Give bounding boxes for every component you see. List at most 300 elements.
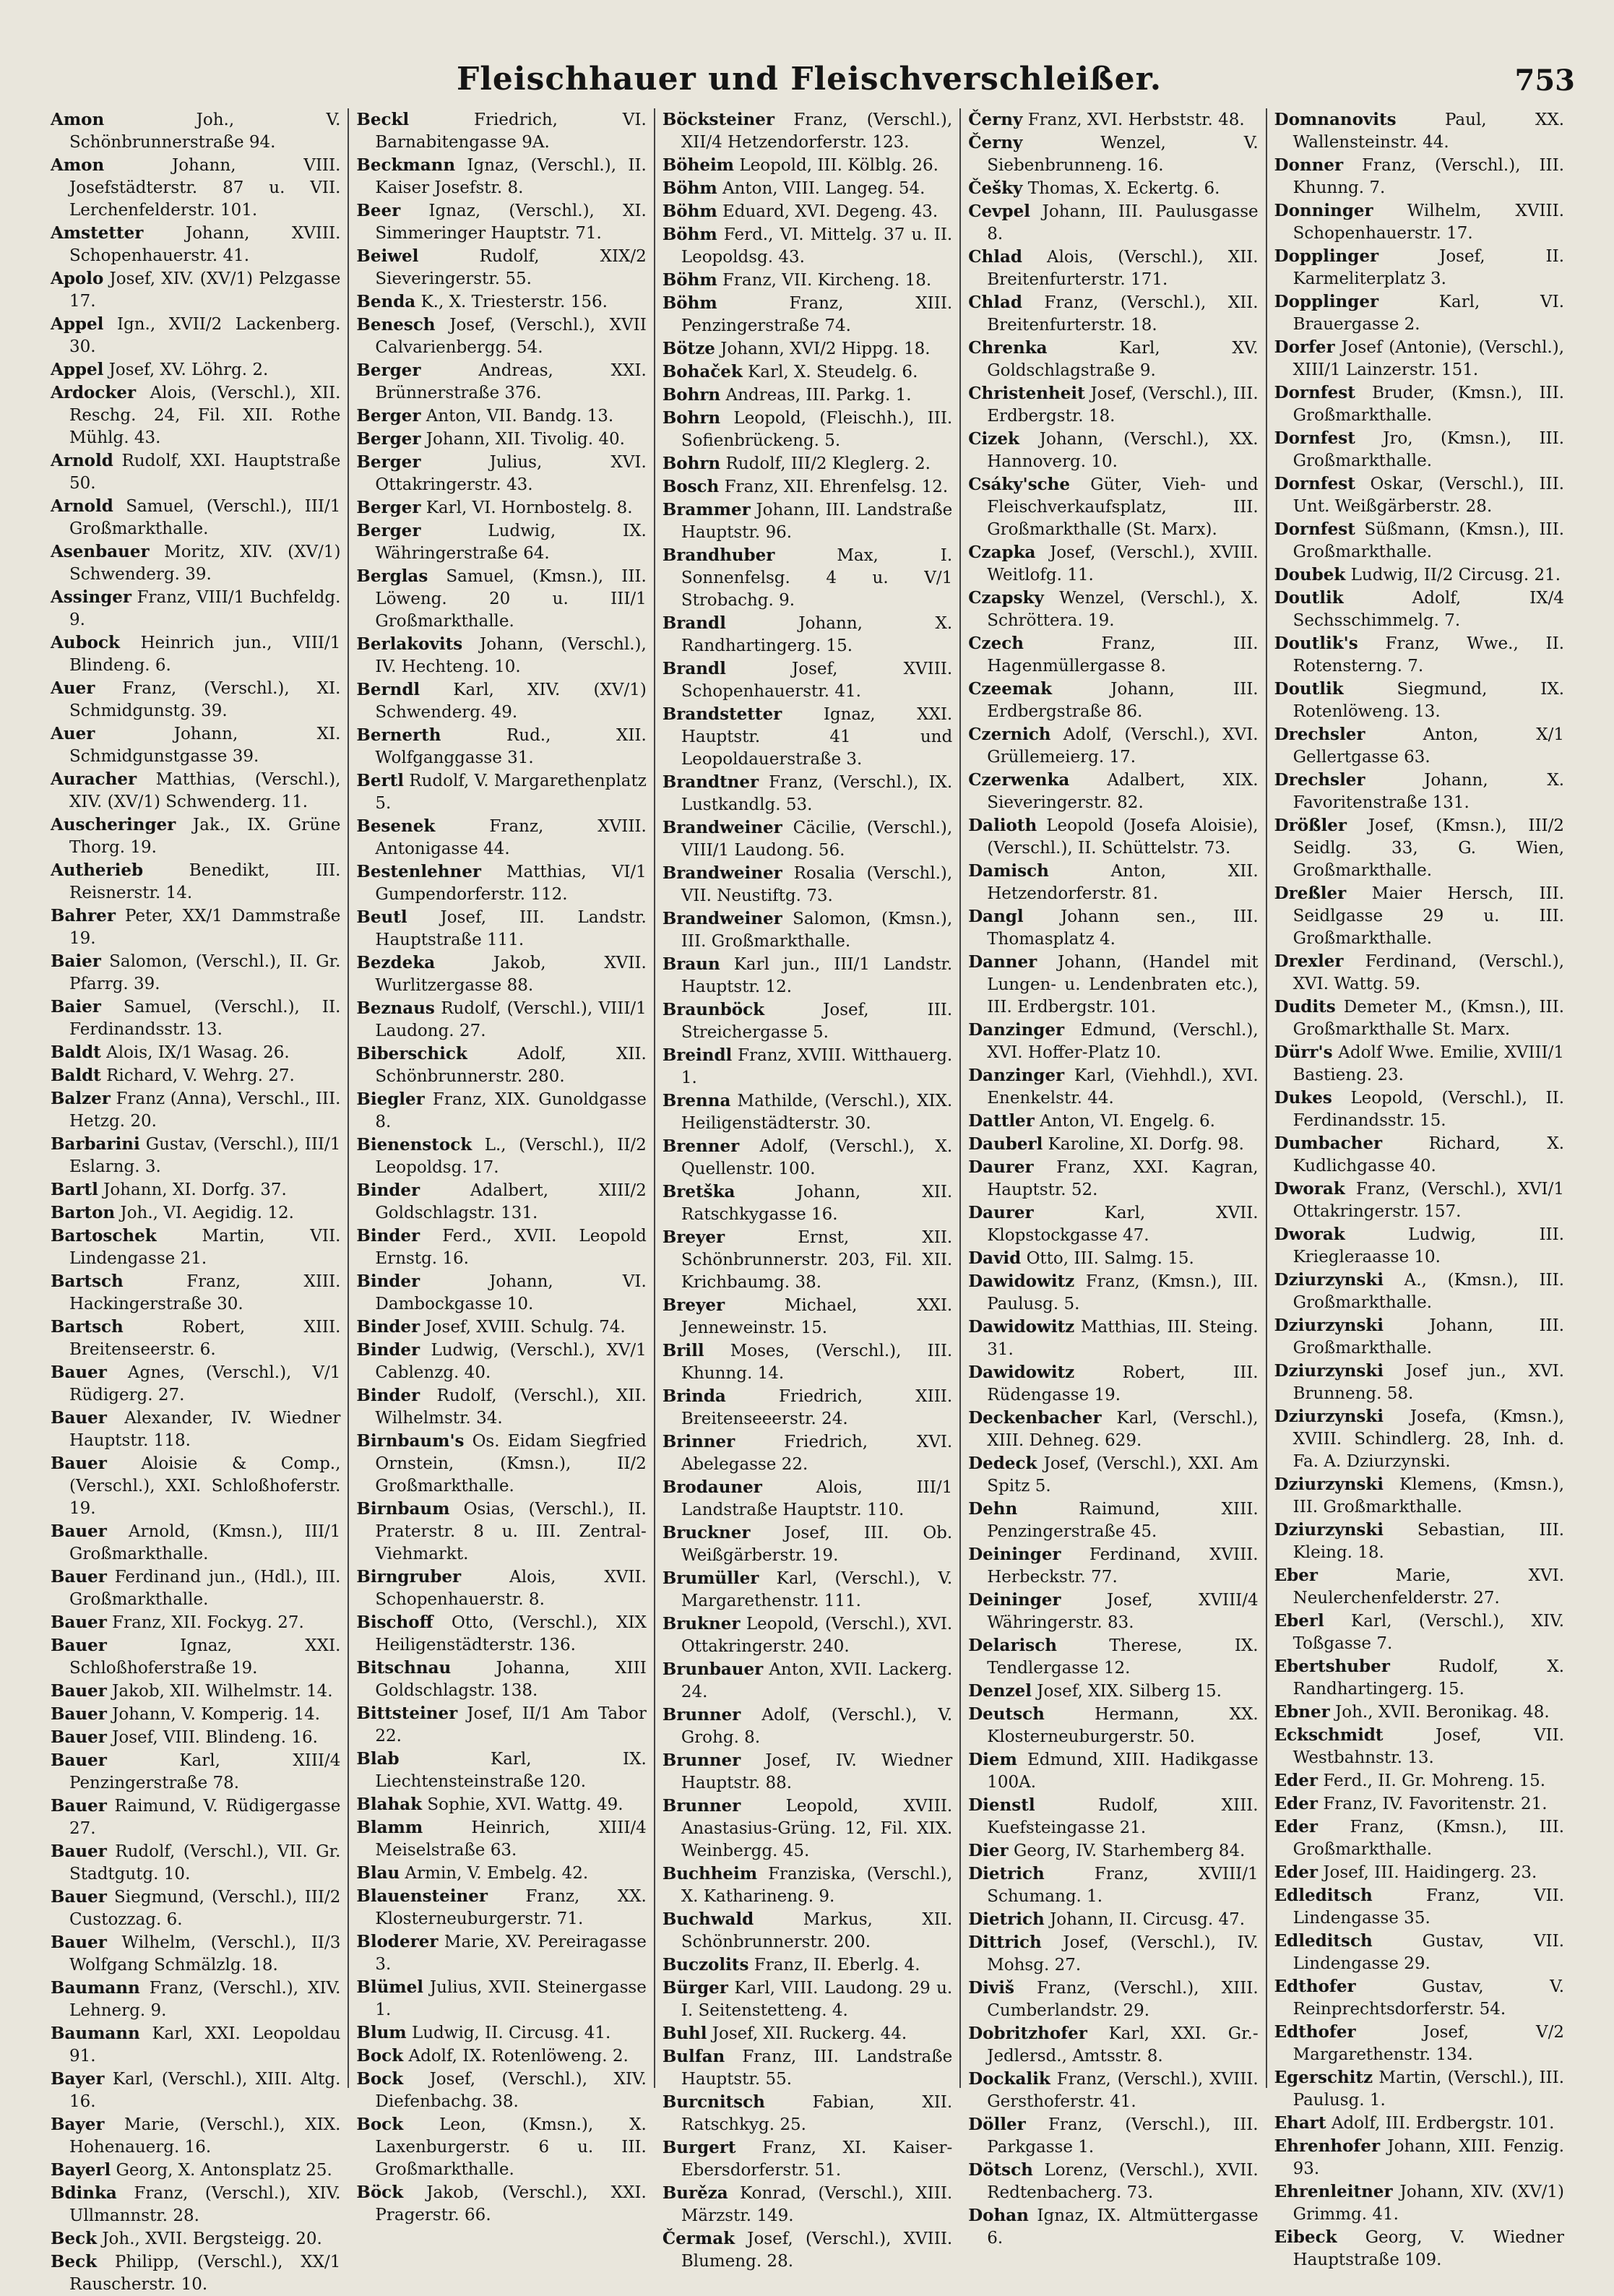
entry-details: Süßmann, (Kmsn.), III. Großmarkthalle. [1293,520,1565,561]
entry-surname: Bartsch [51,1272,124,1291]
directory-entry [356,359,646,405]
directory-entry [51,1225,340,1270]
entry-surname: Bauer [51,1727,107,1747]
entry-details: Leon, (Kmsn.), X. Laxenburgerstr. 6 u. III. Großmarkthalle. [375,2115,647,2179]
entry-details: Josef, (Verschl.), IV. Mohsg. 27. [987,1933,1259,1975]
entry-surname: Doutlik [1274,588,1344,608]
entry-surname: Čermak [662,2229,735,2248]
entry-details: Adolf, IX/4 Sechsschimmelg. 7. [1293,589,1565,630]
entry-surname: Böhm [662,293,717,313]
entry-details: Siegmund, (Verschl.), III/2 Custozzag. 6. [69,1888,341,1929]
directory-entry [356,314,646,359]
entry-surname: Dornfest [1274,383,1355,402]
directory-entry [663,953,952,998]
directory-entry [663,2022,952,2045]
directory-entry [663,1977,952,2022]
directory-entry [356,815,646,860]
entry-surname: Brodauner [662,1477,762,1497]
directory-entry [1274,950,1564,996]
directory-entry [1274,1724,1564,1769]
directory-entry [51,677,340,722]
directory-entry [1274,996,1564,1041]
entry-surname: Autherieb [51,860,144,880]
entry-details: Friedrich, XVI. Abelegasse 22. [681,1433,953,1474]
entry-surname: Bauer [51,1933,107,1952]
entry-details: Karl, XV. Goldschlagstraße 9. [987,339,1259,380]
directory-entry [1274,1473,1564,1519]
directory-entry [356,1430,646,1498]
entry-details: Moritz, XIV. (XV/1) Schwenderg. 39. [69,543,341,584]
entry-details: Markus, XII. Schönbrunnerstr. 200. [681,1910,953,1951]
entry-surname: Eder [1274,1817,1318,1837]
entry-details: Franziska, (Verschl.), X. Katharineng. 9. [681,1865,953,1906]
directory-entry [968,1839,1258,1863]
entry-details: Demeter M., (Kmsn.), III. Großmarkthalle St. Marx. [1293,998,1565,1039]
entry-surname: Asenbauer [51,542,150,561]
entry-surname: Drößler [1274,816,1347,835]
entry-surname: Benda [356,292,416,311]
entry-surname: Czapka [968,543,1036,562]
directory-entry [1274,814,1564,882]
entry-details: Johann, XIV. (XV/1) Grimmg. 41. [1293,2183,1565,2224]
directory-entry [968,1270,1258,1316]
entry-details: Anton, VIII. Langeg. 54. [722,179,925,198]
directory-entry [1274,1861,1564,1884]
entry-details: Leopold, XVIII. Anastasius-Grüng. 12, Fil. XIX. Weinbergg. 45. [681,1797,953,1860]
directory-entry [1274,769,1564,814]
entry-details: Raimund, V. Rüdigergasse 27. [69,1797,341,1838]
entry-details: Rudolf, (Verschl.), VII. Gr. Stadtgutg. 10. [69,1842,341,1883]
directory-entry [356,2113,646,2181]
entry-surname: Bittsteiner [356,1704,458,1723]
directory-entry [51,722,340,768]
directory-entry [51,108,340,154]
entry-details: Josef, XII. Ruckerg. 44. [712,2024,907,2043]
directory-entry [1274,1041,1564,1087]
directory-entry [1274,723,1564,769]
entry-surname: Cizek [968,429,1019,449]
entry-surname: Eder [1274,1794,1318,1813]
directory-entry [968,177,1258,200]
directory-entry [51,1977,340,2022]
directory-entry [1274,1610,1564,1655]
directory-entry [968,382,1258,428]
entry-details: Anton, XVII. Lackerg. 24. [681,1660,953,1701]
entry-surname: Böcksteiner [662,110,774,129]
entry-details: Georg, V. Wiedner Hauptstraße 109. [1293,2228,1565,2269]
entry-surname: Dattler [968,1111,1035,1131]
entry-details: Wilhelm, (Verschl.), II/3 Wolfgang Schmälzlg. 18. [69,1933,341,1975]
entry-surname: Ehrenleitner [1274,2182,1393,2201]
entry-surname: Biberschick [356,1044,467,1063]
directory-entry [51,1087,340,1133]
directory-entry [663,269,952,292]
entry-surname: Bosch [662,477,720,496]
entry-surname: Bretška [662,1182,735,1201]
entry-surname: Delarisch [968,1636,1057,1655]
entry-surname: Dockalik [968,2069,1050,2089]
entry-surname: Bayerl [51,2160,111,2180]
entry-details: Franz, (Kmsn.), III. Paulusg. 5. [987,1272,1259,1313]
entry-details: Otto, (Verschl.), XIX Heiligenstädterstr. 136. [375,1613,647,1654]
entry-surname: Czapsky [968,588,1044,608]
directory-entry [51,1133,340,1178]
entry-details: Johann, X. Randhartingerg. 15. [681,614,953,655]
directory-entry [663,1430,952,1476]
directory-entry [663,771,952,816]
entry-details: Johann, XIII. Fenzig. 93. [1293,2137,1565,2178]
entry-surname: Bienenstock [356,1135,472,1155]
entry-surname: Czeemak [968,679,1053,699]
page-title: Fleischhauer und Fleischverschleißer. [456,61,1162,98]
entry-surname: Birngruber [356,1567,462,1587]
directory-entry [968,337,1258,382]
entry-details: Philipp, (Verschl.), XX/1 Rauscherstr. 10. [69,2253,341,2294]
directory-entry [356,1270,646,1316]
entry-details: Johann, (Verschl.), IV. Hechteng. 10. [375,635,647,676]
directory-entry [51,1931,340,1977]
entry-surname: Burgert [662,2138,736,2157]
directory-entry [663,292,952,337]
entry-surname: Drechsler [1274,725,1365,744]
entry-details: Anton, XII. Hetzendorferstr. 81. [987,862,1259,903]
entry-surname: Eckschmidt [1274,1725,1384,1745]
directory-entry [356,1498,646,1566]
directory-entry [1274,1564,1564,1610]
entry-details: Richard, X. Kudlichgasse 40. [1293,1134,1565,1175]
directory-entry [51,859,340,905]
directory-entry [663,612,952,657]
entry-surname: Baumann [51,1978,140,1998]
directory-entry [356,451,646,496]
entry-details: Matthias, VI/1 Gumpendorferstr. 112. [375,863,647,904]
entry-surname: Baldt [51,1066,101,1085]
entry-details: Johann, III. Landstraße Hauptstr. 96. [681,501,953,542]
entry-details: Therese, IX. Tendlergasse 12. [987,1636,1259,1678]
entry-details: Karl, VI. Brauergasse 2. [1293,293,1565,334]
entry-surname: Dukes [1274,1088,1332,1108]
directory-entry [51,1201,340,1225]
directory-entry [663,1135,952,1181]
entry-surname: Berlakovits [356,634,463,654]
directory-entry [51,2068,340,2113]
directory-entry [51,1634,340,1680]
directory-entry [1274,587,1564,632]
entry-details: Heinrich, XIII/4 Meiselstraße 63. [375,1818,647,1860]
entry-details: Bruder, (Kmsn.), III. Großmarkthalle. [1293,384,1565,425]
entry-details: Franz, (Verschl.), XVI/1 Ottakringerstr. 157. [1293,1180,1565,1221]
entry-details: Sophie, XVI. Wattg. 49. [427,1795,623,1814]
entry-details: Franz, (Verschl.), XIII. Cumberlandstr. 29. [987,1979,1259,2020]
entry-details: Franz, XVIII. Witthauerg. 1. [681,1046,953,1087]
entry-details: Joh., XVII. Bergsteigg. 20. [102,2230,322,2248]
directory-entry [356,496,646,519]
entry-surname: Brammer [662,500,751,519]
directory-entry [663,544,952,612]
directory-entry [663,816,952,862]
entry-details: Richard, V. Wehrg. 27. [106,1066,295,1085]
entry-surname: Edthofer [1274,2022,1356,2042]
directory-entry [356,1793,646,1816]
column-2 [349,108,655,2224]
directory-entry [968,1133,1258,1156]
entry-surname: Benesch [356,315,436,335]
entry-surname: Brandweiner [662,818,782,837]
directory-entry [1274,2066,1564,2112]
entry-surname: Bauer [51,1681,107,1701]
entry-surname: Apolo [51,269,104,288]
entry-surname: Dawidowitz [968,1272,1075,1291]
entry-details: Rudolf, XXI. Hauptstraße 50. [69,452,341,493]
entry-surname: Eber [1274,1566,1318,1585]
entry-surname: Bohaček [662,362,743,381]
entry-surname: Brinda [662,1386,726,1406]
directory-entry [968,1703,1258,1748]
entry-surname: Biegler [356,1089,425,1109]
entry-surname: Burěza [662,2183,728,2203]
entry-details: Adolf, (Verschl.), V. Grohg. 8. [681,1706,953,1747]
entry-surname: Damisch [968,861,1049,881]
directory-entry [968,1201,1258,1247]
entry-surname: Dziurzynski [1274,1361,1384,1381]
directory-entry [1274,678,1564,723]
entry-surname: Bauer [51,1454,107,1473]
entry-details: Rosalia (Verschl.), VII. Neustiftg. 73. [681,864,953,905]
entry-details: Samuel, (Kmsn.), III. Löweng. 20 u. III/1 Großmarkthalle. [375,567,647,631]
entry-details: Aloisie & Comp., (Verschl.), XXI. Schloßhoferstr. 19. [69,1454,341,1518]
entry-details: Jakob, XII. Wilhelmstr. 14. [112,1682,333,1701]
entry-details: Jakob, XVII. Wurlitzergasse 88. [375,954,647,995]
entry-surname: Diviš [968,1978,1014,1998]
entry-surname: Brinner [662,1432,735,1451]
directory-entry [1274,2112,1564,2135]
entry-details: Wenzel, V. Siebenbrunneng. 16. [987,134,1259,175]
entry-surname: Brandweiner [662,909,782,928]
entry-surname: Daurer [968,1157,1034,1177]
entry-surname: Brandhuber [662,545,775,565]
entry-details: Josef, (Verschl.), XIV. Diefenbachg. 38. [375,2070,647,2111]
directory-entry [1274,1519,1564,1564]
entry-details: Agnes, (Verschl.), V/1 Rüdigerg. 27. [69,1363,341,1404]
directory-entry [663,1863,952,1908]
entry-details: Karl, X. Steudelg. 6. [748,363,918,381]
directory-entry [663,1294,952,1339]
entry-surname: Doutlik's [1274,634,1358,653]
directory-entry [968,769,1258,814]
entry-details: Lorenz, (Verschl.), XVII. Redtenbacherg. 73. [987,2161,1259,2202]
directory-entry [968,678,1258,723]
entry-surname: Dziurzynski [1274,1407,1384,1426]
directory-entry [968,1019,1258,1064]
directory-entry [968,1680,1258,1703]
directory-entry [356,1976,646,2021]
entry-surname: Blum [356,2023,407,2042]
entry-details: Siegmund, IX. Rotenlöweng. 13. [1293,680,1565,721]
column-3 [655,108,961,2271]
entry-details: Marie, (Verschl.), XIX. Hohenauerg. 16. [69,2115,341,2157]
entry-details: Johann, X. Favoritenstraße 131. [1293,771,1565,812]
entry-details: Karl, (Verschl.), V. Margarethenstr. 111. [681,1569,953,1610]
entry-surname: Beckl [356,110,410,129]
directory-entry [968,1361,1258,1407]
entry-details: Hermann, XX. Klosterneuburgerstr. 50. [987,1705,1259,1746]
column-5 [1267,108,1571,2269]
directory-entry [1274,108,1564,154]
directory-entry [356,1043,646,1088]
entry-surname: Binder [356,1181,420,1200]
directory-columns [43,108,1571,2294]
directory-entry [51,1840,340,1886]
entry-details: Franz, II. Eberlg. 4. [754,1956,920,1975]
entry-details: Franz, XII. Ehrenfelsg. 12. [724,478,949,496]
directory-entry [1274,882,1564,950]
entry-details: Franz, XX. Klosterneuburgerstr. 71. [375,1887,647,1928]
entry-surname: Bohrn [662,454,721,473]
entry-surname: Chlad [968,247,1022,267]
directory-entry [1274,1769,1564,1792]
directory-entry [1274,1816,1564,1861]
entry-details: Ludwig, II. Circusg. 41. [411,2024,611,2042]
directory-entry [356,428,646,451]
entry-surname: Deutsch [968,1704,1045,1724]
directory-entry [356,633,646,678]
directory-entry [968,1977,1258,2022]
entry-surname: Domnanovits [1274,110,1397,129]
entry-surname: Bernerth [356,725,441,745]
directory-entry [356,199,646,245]
directory-entry [51,2022,340,2068]
directory-entry [51,1726,340,1749]
entry-details: Josef, XVIII. Schulg. 74. [425,1318,626,1337]
entry-details: Josef, III. Landstr. Hauptstraße 111. [375,908,647,949]
directory-entry [968,1543,1258,1589]
entry-surname: Bartsch [51,1317,124,1337]
directory-entry [356,860,646,906]
entry-surname: Eibeck [1274,2227,1337,2247]
entry-details: Josef, XVIII. Schopenhauerstr. 41. [681,660,953,701]
entry-details: Leopold (Josefa Aloisie), (Verschl.), II. Schüttelstr. 73. [987,816,1259,858]
entry-details: Alois, (Verschl.), XII. Breitenfurterstr. 171. [987,248,1259,289]
entry-details: Johann, XVIII. Schopenhauerstr. 41. [69,224,341,265]
entry-details: Adolf, (Verschl.), XVI. Grüllemeierg. 17. [987,725,1259,767]
entry-details: Adalbert, XIX. Sieveringerstr. 82. [987,771,1259,812]
entry-details: Johann, III. Großmarkthalle. [1293,1316,1565,1358]
directory-entry [663,452,952,475]
entry-details: Joh., VI. Aegidig. 12. [120,1204,294,1222]
directory-entry [663,2045,952,2091]
directory-entry [968,291,1258,337]
entry-details: Moses, (Verschl.), III. Khunng. 14. [681,1342,953,1383]
directory-entry [356,2181,646,2227]
directory-entry [968,587,1258,632]
entry-details: Anton, VII. Bandg. 13. [426,407,614,426]
entry-surname: Bauer [51,1363,107,1382]
entry-surname: Blamm [356,1818,423,1837]
entry-details: Johann, VI. Dambockgasse 10. [375,1272,647,1313]
entry-details: Edmund, (Verschl.), XVI. Hoffer-Platz 10. [987,1021,1259,1062]
directory-entry [51,996,340,1041]
entry-details: Klemens, (Kmsn.), III. Großmarkthalle. [1293,1475,1565,1516]
entry-surname: Binder [356,1386,420,1405]
directory-entry [663,361,952,384]
entry-surname: Beck [51,2252,98,2271]
entry-surname: Češky [968,178,1023,198]
directory-entry [663,499,952,544]
entry-surname: Blümel [356,1977,424,1997]
entry-surname: Amon [51,110,105,129]
directory-entry [968,2068,1258,2113]
entry-surname: Bauer [51,1567,107,1587]
directory-entry [968,1156,1258,1201]
entry-surname: Brandl [662,613,726,633]
entry-surname: Bauer [51,1522,107,1541]
directory-entry [356,245,646,290]
directory-entry [968,814,1258,860]
directory-entry [968,541,1258,587]
entry-details: Georg, IV. Starhemberg 84. [1013,1842,1246,1860]
entry-surname: Deininger [968,1590,1061,1610]
directory-entry [1274,2226,1564,2271]
entry-details: Rudolf, XIX/2 Sieveringerstr. 55. [375,247,647,288]
directory-entry [51,2113,340,2159]
entry-surname: Dopplinger [1274,246,1379,266]
entry-surname: Böck [356,2183,404,2202]
entry-surname: Dziurzynski [1274,1520,1384,1540]
entry-details: Ignaz, (Verschl.), II. Kaiser Josefstr. 8. [375,156,647,197]
entry-details: Johann, XVI/2 Hippg. 18. [720,340,931,358]
entry-details: Ludwig, (Verschl.), XV/1 Cablenzg. 40. [375,1341,647,1382]
entry-details: Friedrich, VI. Barnabitengasse 9A. [375,111,647,152]
directory-entry [663,337,952,361]
entry-surname: Dittrich [968,1933,1042,1952]
directory-entry [51,154,340,222]
directory-entry [1274,290,1564,336]
entry-surname: Denzel [968,1681,1032,1701]
entry-surname: Drechsler [1274,770,1365,790]
entry-details: Johann, XI. Schmidgunstgasse 39. [69,725,341,766]
directory-entry [356,1566,646,1611]
directory-entry [51,1407,340,1452]
entry-surname: Binder [356,1340,420,1360]
entry-surname: Csáky'sche [968,475,1071,494]
directory-entry [1274,632,1564,678]
entry-details: Karl, VI. Hornbostelg. 8. [426,499,633,517]
entry-details: Josef, V/2 Margarethenstr. 134. [1293,2023,1565,2064]
entry-surname: Blauensteiner [356,1886,488,1906]
entry-details: Marie, XVI. Neulerchenfelderstr. 27. [1293,1566,1565,1607]
entry-details: Josef, XV. Löhrg. 2. [108,361,269,379]
entry-details: Franz, (Verschl.), IX. Lustkandlg. 53. [681,773,953,814]
entry-details: Josef, (Verschl.), XVIII. Blumeng. 28. [681,2230,953,2271]
entry-details: Josef, III. Haidingerg. 23. [1323,1863,1537,1882]
directory-entry [356,2068,646,2113]
entry-surname: Buchheim [662,1864,758,1883]
entry-surname: Berger [356,452,421,472]
entry-details: Jro, (Kmsn.), III. Großmarkthalle. [1293,429,1565,470]
entry-details: Matthias, (Verschl.), XIV. (XV/1) Schwenderg. 11. [69,770,341,811]
entry-surname: Berger [356,498,421,517]
entry-surname: Dawidowitz [968,1317,1075,1337]
directory-entry [968,723,1258,769]
entry-surname: Böhm [662,178,717,198]
entry-details: Ferdinand jun., (Hdl.), III. Großmarkthalle. [69,1568,341,1609]
directory-entry [663,1339,952,1385]
entry-surname: Berglas [356,566,428,586]
entry-details: Josef, IV. Wiedner Hauptstr. 88. [681,1751,953,1792]
entry-details: Max, I. Sonnenfelsg. 4 u. V/1 Strobachg. 9. [681,546,953,610]
entry-surname: Dobritzhofer [968,2024,1087,2043]
entry-surname: Edleditsch [1274,1931,1373,1951]
